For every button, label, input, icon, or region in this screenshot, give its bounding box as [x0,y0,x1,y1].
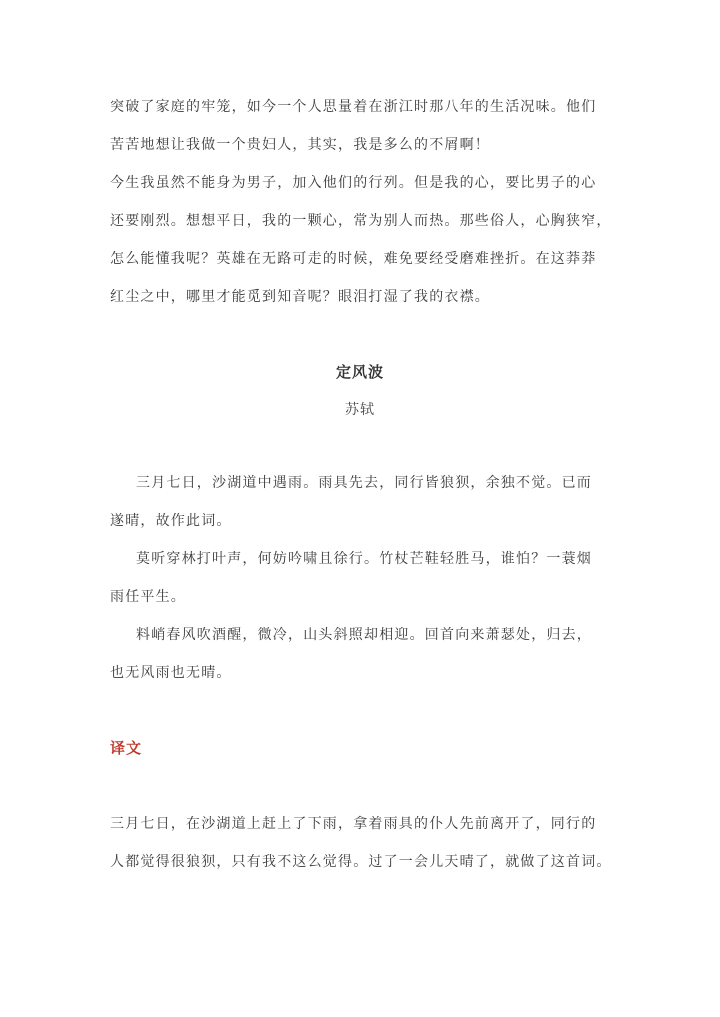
poem-stanza1-line-1: 莫听穿林打叶声，何妨吟啸且徐行。竹杖芒鞋轻胜马，谁怕？一蓑烟 [136,551,592,567]
poem-stanza2-line-1: 料峭春风吹酒醒，微冷，山头斜照却相迎。回首向来萧瑟处，归去， [136,627,592,643]
intro-line-6: 红尘之中，哪里才能觅到知音呢？眼泪打湿了我的衣襟。 [110,289,490,305]
intro-line-4: 还要刚烈。想想平日，我的一颗心，常为别人而热。那些俗人，心胸狭窄， [110,213,612,229]
translation-heading: 译文 [110,739,143,757]
intro-line-5: 怎么能懂我呢？英雄在无路可走的时候，难免要经受磨难挫折。在这莽莽 [110,251,597,267]
poem-stanza1-line-2: 雨任平生。 [110,589,186,605]
intro-line-3: 今生我虽然不能身为男子，加入他们的行列。但是我的心，要比男子的心 [110,175,597,191]
poem-author: 苏轼 [345,402,375,418]
poem-stanza2-line-2: 也无风雨也无晴。 [110,665,232,681]
translation-line-1: 三月七日，在沙湖道上赶上了下雨，拿着雨具的仆人先前离开了，同行的 [110,816,597,832]
translation-line-2: 人都觉得很狼狈，只有我不这么觉得。过了一会儿天晴了，就做了这首词。 [110,854,612,870]
intro-line-2: 苦苦地想让我做一个贵妇人，其实，我是多么的不屑啊！ [110,137,490,153]
poem-title: 定风波 [335,363,384,381]
poem-preface-line-1: 三月七日，沙湖道中遇雨。雨具先去，同行皆狼狈，余独不觉。已而 [136,475,592,491]
poem-preface-line-2: 遂晴，故作此词。 [110,513,232,529]
intro-line-1: 突破了家庭的牢笼，如今一个人思量着在浙江时那八年的生活况味。他们 [110,99,597,115]
